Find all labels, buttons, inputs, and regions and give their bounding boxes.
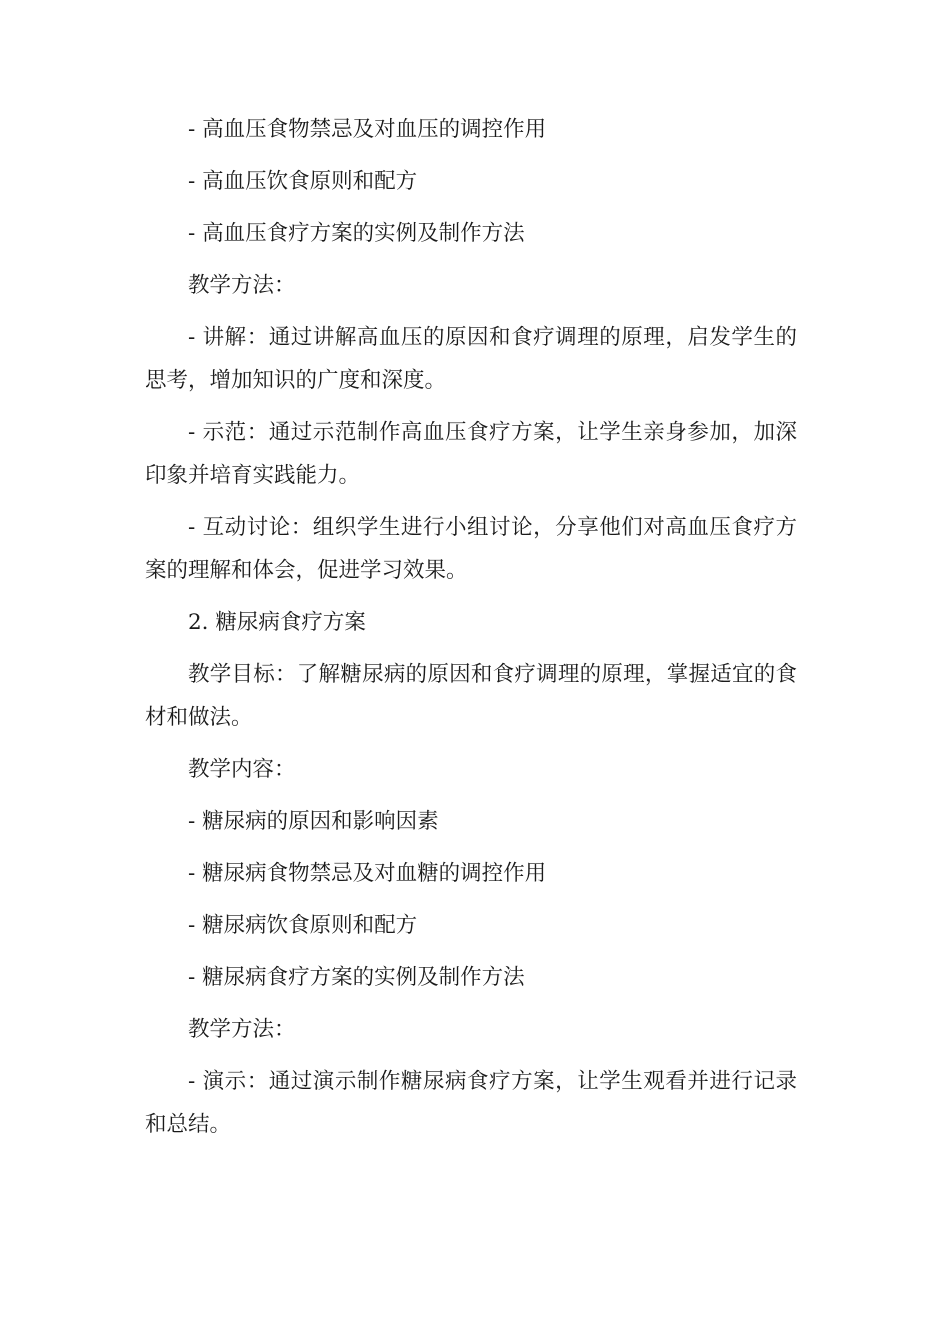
paragraph-method-lecture: - 讲解：通过讲解高血压的原因和食疗调理的原理，启发学生的思考，增加知识的广度和深度。 [145, 325, 797, 393]
paragraph-diabetes-causes: - 糖尿病的原因和影响因素 [188, 809, 439, 834]
paragraph-hypertension-examples: - 高血压食疗方案的实例及制作方法 [188, 221, 525, 246]
paragraph-method-discussion: - 互动讨论：组织学生进行小组讨论，分享他们对高血压食疗方案的理解和体会，促进学习效果。 [145, 515, 797, 583]
paragraph-diabetes-examples: - 糖尿病食疗方案的实例及制作方法 [188, 965, 525, 990]
paragraph-hypertension-food-taboos: - 高血压食物禁忌及对血压的调控作用 [188, 117, 547, 142]
paragraph-teaching-methods-heading-1: 教学方法： [188, 273, 296, 298]
section-heading-diabetes: 2. 糖尿病食疗方案 [188, 610, 366, 635]
document-body [145, 108, 797, 1155]
paragraph-diabetes-diet-principles: - 糖尿病饮食原则和配方 [188, 913, 418, 938]
paragraph-method-demonstration: - 示范：通过示范制作高血压食疗方案，让学生亲身参加，加深印象并培育实践能力。 [145, 420, 797, 488]
paragraph-teaching-goal: 教学目标：了解糖尿病的原因和食疗调理的原理，掌握适宜的食材和做法。 [145, 662, 797, 730]
paragraph-hypertension-diet-principles: - 高血压饮食原则和配方 [188, 169, 418, 194]
paragraph-diabetes-food-taboos: - 糖尿病食物禁忌及对血糖的调控作用 [188, 861, 547, 886]
paragraph-teaching-content-heading: 教学内容： [188, 757, 296, 782]
paragraph-method-presentation: - 演示：通过演示制作糖尿病食疗方案，让学生观看并进行记录和总结。 [145, 1069, 797, 1137]
paragraph-teaching-methods-heading-2: 教学方法： [188, 1017, 296, 1042]
